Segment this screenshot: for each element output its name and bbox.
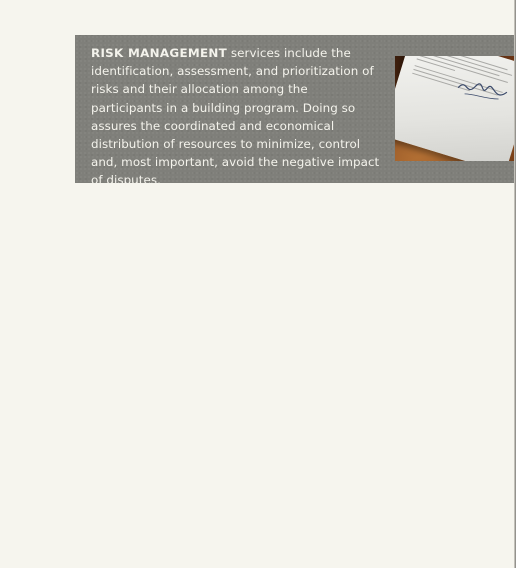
risk-management-panel (75, 35, 514, 188)
contract-signing-photo (395, 56, 514, 161)
risk-management-heading: RISK MANAGEMENT (91, 46, 228, 60)
signature-icon (454, 72, 511, 110)
risk-management-description (91, 44, 381, 190)
risk-management-body: services include the identification, assessment, and prioritization of risks and their allocation among the participants in a building program. Doing so assures the coordinated and economical distribution of resources to minimize, control and, most important, avoid the negative impact of disputes. (91, 46, 380, 188)
contract-document (395, 56, 514, 161)
